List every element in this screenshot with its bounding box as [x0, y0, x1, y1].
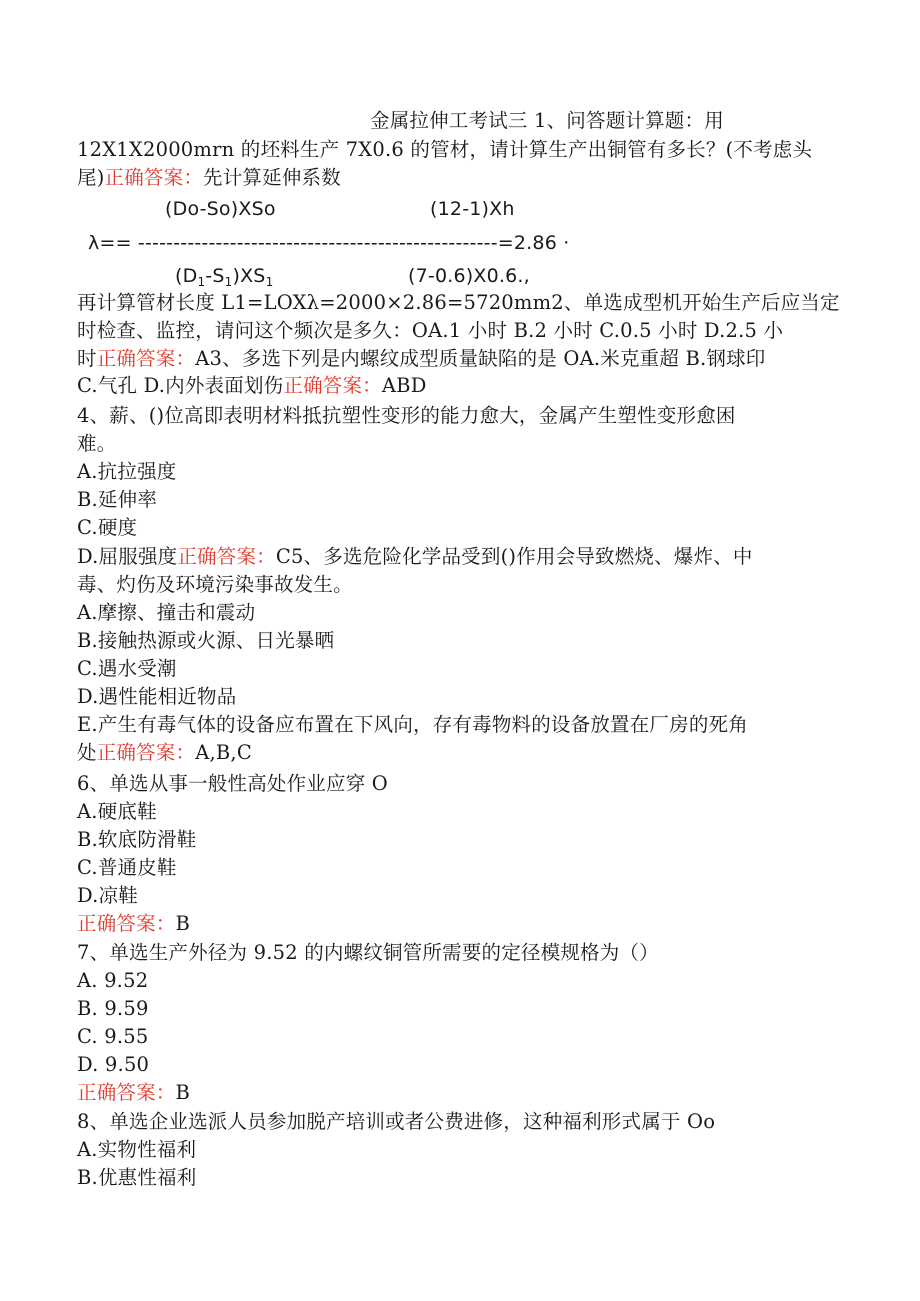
text-line [77, 627, 832, 655]
line-text: A.实物性福利 [77, 1138, 197, 1161]
line-text: B. 9.59 [77, 997, 149, 1020]
formula-denominator-right: (7-0.6)X0.6., [408, 265, 530, 287]
text-line [77, 711, 832, 739]
line-text: 毒、灼伤及环境污染事故发生。 [77, 573, 353, 596]
line-text: D.屈服强度 [77, 545, 178, 568]
text-line [77, 798, 832, 826]
formula-numerator-left: (Do-So)XSo [165, 198, 276, 220]
line-text: A.硬底鞋 [77, 800, 157, 823]
text-line [77, 882, 832, 910]
answer-label: 正确答案： [96, 741, 196, 764]
line-text: A,B,C [195, 741, 252, 764]
text-line [77, 910, 832, 938]
line-text: B [175, 1081, 191, 1104]
text-line [77, 514, 832, 542]
text-line [77, 486, 832, 514]
text-line [77, 543, 832, 571]
line-text: 6、单选从事一般性高处作业应穿 O [77, 772, 388, 795]
text-line [77, 458, 832, 486]
text-line [77, 655, 832, 683]
text-line [77, 571, 832, 599]
line-text: D. 9.50 [77, 1053, 150, 1076]
line-text: C. 9.55 [77, 1025, 149, 1048]
line-text: C5、多选危险化学品受到()作用会导致燃烧、爆炸、中 [275, 545, 753, 568]
text-line [77, 164, 832, 192]
line-text: ABD [381, 374, 427, 397]
answer-label: 正确答案： [96, 347, 196, 370]
text-line [77, 372, 832, 400]
line-text: E.产生有毒气体的设备应布置在下风向，存有毒物料的设备放置在厂房的死角 [77, 713, 748, 736]
line-text: 时检查、监控，请问这个频次是多久：OA.1 小时 B.2 小时 C.0.5 小时 D.2.5 小 [77, 319, 784, 342]
answer-label: 正确答案： [177, 545, 276, 568]
text-line [77, 599, 832, 627]
line-text: D.遇性能相近物品 [77, 685, 237, 708]
text-line [77, 1136, 832, 1164]
text-line [77, 939, 832, 967]
text-line [370, 107, 832, 135]
line-text: 8、单选企业选派人员参加脱产培训或者公费进修，这种福利形式属于 Oo [77, 1110, 716, 1133]
answer-label: 正确答案： [283, 374, 382, 397]
line-text: 4、薪、()位高即表明材料抵抗塑性变形的能力愈大，金属产生塑性变形愈困 [77, 404, 736, 427]
line-text: A. 9.52 [77, 969, 149, 992]
text-line [77, 995, 832, 1023]
text-line [77, 1079, 832, 1107]
text-line [77, 1023, 832, 1051]
line-text: 时 [77, 347, 97, 370]
line-text: 难。 [77, 432, 117, 455]
line-text: B.延伸率 [77, 488, 158, 511]
text-line [77, 770, 832, 798]
line-text: 再计算管材长度 L1=LOXλ=2000×2.86=5720mm2、单选成型机开始生产后应当定 [77, 291, 840, 314]
line-text: C.气孔 D.内外表面划伤 [77, 374, 284, 397]
text-line [77, 739, 832, 767]
answer-label: 正确答案： [77, 1081, 176, 1104]
text-line [77, 1164, 832, 1192]
line-text: 金属拉伸工考试三 1、问答题计算题：用 [370, 109, 724, 132]
line-text: C.普通皮鞋 [77, 856, 177, 879]
formula-numerator-right: (12-1)Xh [430, 198, 515, 220]
line-text: A.摩擦、撞击和震动 [77, 601, 256, 624]
line-text: 7、单选生产外径为 9.52 的内螺纹铜管所需要的定径模规格为（） [77, 941, 659, 964]
text-line [77, 1108, 832, 1136]
text-line [77, 430, 832, 458]
line-text: C.遇水受潮 [77, 657, 177, 680]
text-line [77, 826, 832, 854]
line-text: A.抗拉强度 [77, 460, 177, 483]
text-line [77, 683, 832, 711]
line-text: 12X1X2000mrn 的坯料生产 7X0.6 的管材，请计算生产出铜管有多长？(不考虑头 [77, 138, 813, 161]
text-line [77, 967, 832, 995]
text-line [77, 1051, 832, 1079]
text-line [77, 136, 832, 164]
formula-lambda-line: λ== ---------------------------------------------------=2.86 · [88, 232, 570, 254]
line-text: 尾) [77, 166, 105, 189]
line-text: D.凉鞋 [77, 884, 138, 907]
line-text: B [175, 912, 191, 935]
line-text: 先计算延伸系数 [203, 166, 341, 189]
formula-denominator-left: $(D_1-S_1)XS_1$ [175, 265, 274, 289]
text-line [77, 289, 840, 317]
answer-label: 正确答案： [77, 912, 176, 935]
text-line [77, 854, 832, 882]
line-text: C.硬度 [77, 516, 138, 539]
line-text: B.接触热源或火源、日光暴晒 [77, 629, 335, 652]
text-line [77, 402, 832, 430]
line-text: B.优惠性福利 [77, 1166, 197, 1189]
answer-label: 正确答案： [104, 166, 204, 189]
text-line [77, 317, 832, 345]
line-text: 处 [77, 741, 97, 764]
line-text: A3、多选下列是内螺纹成型质量缺陷的是 OA.米克重超 B.钢球印 [195, 347, 766, 370]
text-line [77, 345, 832, 373]
line-text: B.软底防滑鞋 [77, 828, 197, 851]
